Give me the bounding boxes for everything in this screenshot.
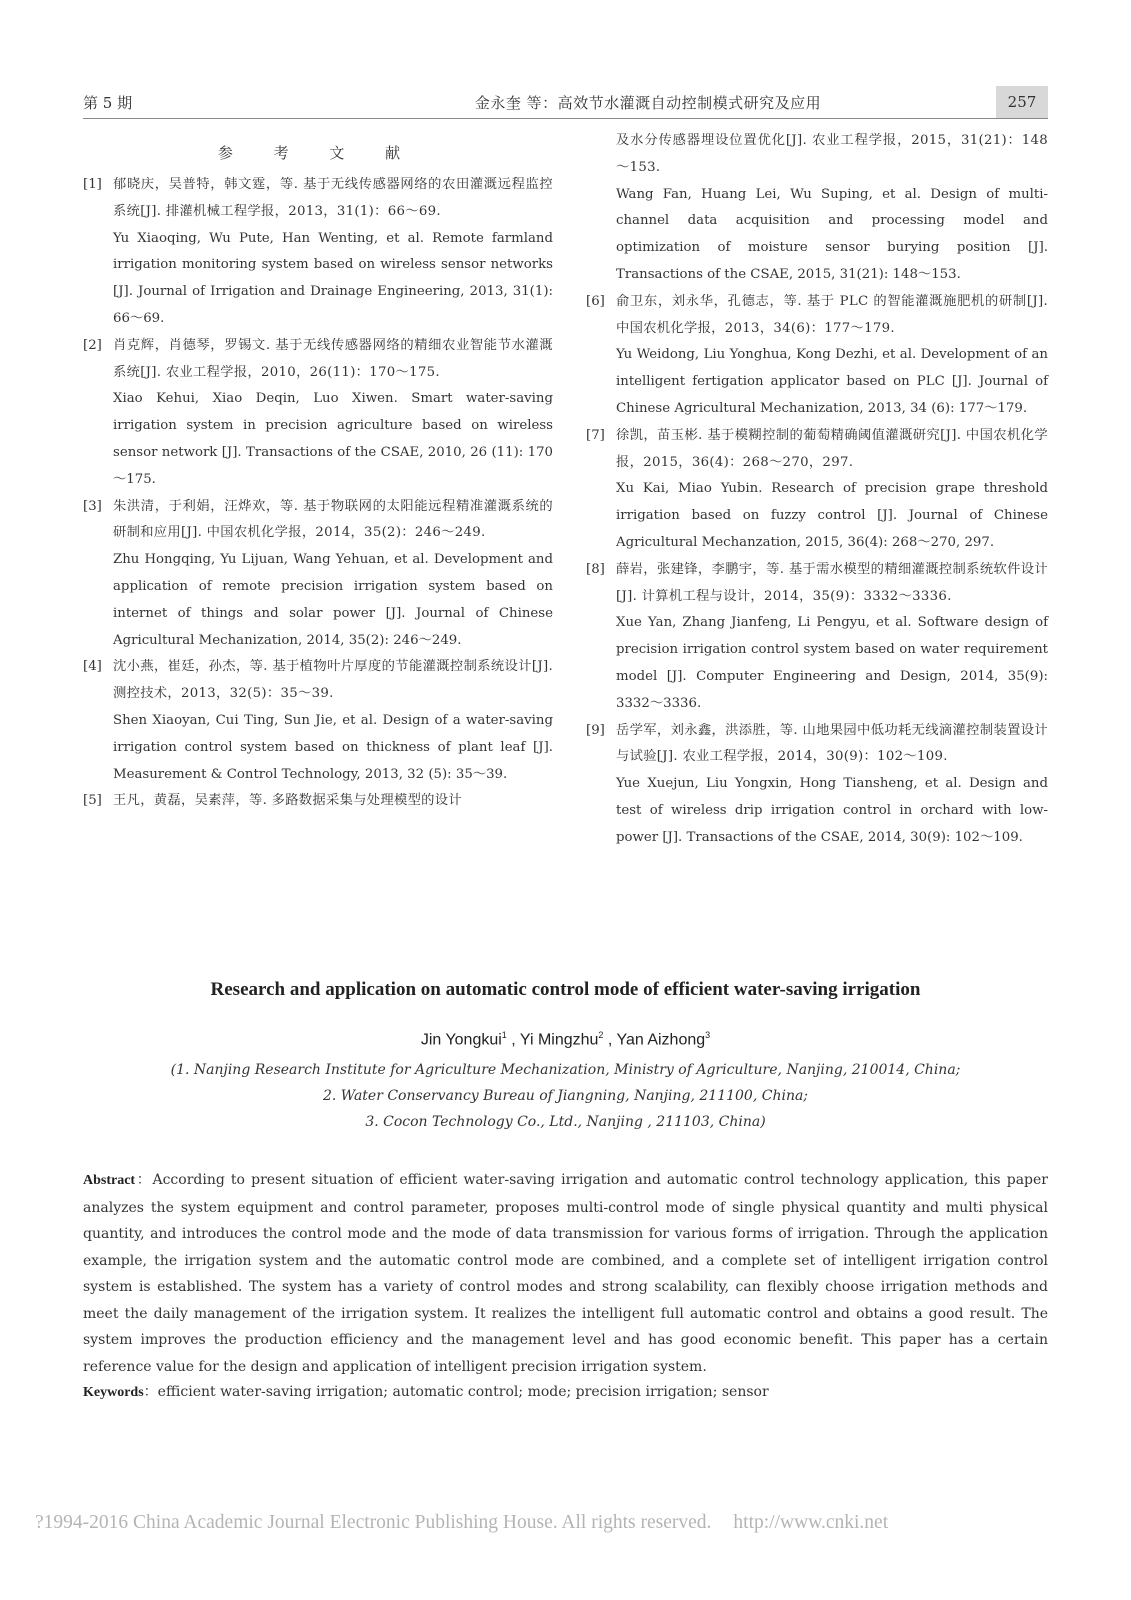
keywords-text: efficient water-saving irrigation; automatic control; mode; precision irrigation; sensor	[157, 1384, 769, 1400]
reference-en: Xue Yan, Zhang Jianfeng, Li Pengyu, et al. Software design of precision irrigation control system based on water requirement model [J]. Computer Engineering and Design, 2014, 35(9): 3332～3336.	[616, 615, 1048, 711]
reference-en: Shen Xiaoyan, Cui Ting, Sun Jie, et al. Design of a water-saving irrigation control system based on thickness of plant leaf [J]. Measurement & Control Technology, 2013, 32 (5): 35～39.	[113, 712, 553, 782]
keywords-line	[83, 1379, 1048, 1407]
running-title: 金永奎 等：高效节水灌溉自动控制模式研究及应用	[474, 94, 822, 112]
publisher-url: http://www.cnki.net	[733, 1512, 889, 1533]
reference-number: [4]	[83, 659, 102, 675]
references-left-column	[83, 128, 553, 815]
reference-zh-part1: 王凡，黄磊，吴素萍，等. 多路数据采集与处理模型的设计	[113, 793, 462, 809]
reference-item	[586, 289, 1048, 423]
reference-item	[83, 494, 553, 655]
reference-item-continued	[586, 128, 1048, 289]
reference-item	[83, 654, 553, 788]
references-right-column	[586, 128, 1048, 852]
reference-zh: 肖克辉，肖德琴，罗锡文. 基于无线传感器网络的精细农业智能节水灌溉系统[J]. 农业工程学报，2010，26(11)：170～175.	[113, 337, 553, 380]
author-name: Jin Yongkui	[420, 1031, 502, 1049]
references-heading: 参 考 文 献	[217, 144, 419, 162]
reference-en: Wang Fan, Huang Lei, Wu Suping, et al. Design of multi-channel data acquisition and processing model and optimization of moisture sensor burying position [J]. Transactions of the CSAE, 2015, 31(21): 148～153.	[616, 186, 1048, 282]
reference-item	[83, 333, 553, 494]
abstract-paragraph	[83, 1167, 1048, 1380]
reference-zh: 徐凯，苗玉彬. 基于模糊控制的葡萄精确阈值灌溉研究[J]. 中国农机化学报，2015，36(4)：268～270，297.	[616, 427, 1048, 470]
copyright-notice: ?1994-2016 China Academic Journal Electronic Publishing House. All rights reserved.	[35, 1512, 712, 1533]
reference-zh: 薛岩，张建锋，李鹏宇，等. 基于需水模型的精细灌溉控制系统软件设计[J]. 计算机工程与设计，2014，35(9)：3332～3336.	[616, 561, 1048, 604]
reference-en: Xiao Kehui, Xiao Deqin, Luo Xiwen. Smart water-saving irrigation system in precision agriculture based on wireless sensor network [J]. Transactions of the CSAE, 2010, 26 (11): 170～175.	[113, 391, 553, 487]
reference-en: Zhu Hongqing, Yu Lijuan, Wang Yehuan, et al. Development and application of remote precision irrigation system based on internet of things and solar power [J]. Journal of Chinese Agricultural Mechanization, 2014, 35(2): 246～249.	[113, 552, 553, 648]
reference-number: [8]	[586, 561, 605, 577]
author-list	[0, 1030, 1131, 1049]
page-number: 257	[996, 86, 1048, 118]
reference-en: Yu Xiaoqing, Wu Pute, Han Wenting, et al. Remote farmland irrigation monitoring system based on wireless sensor networks [J]. Journal of Irrigation and Drainage Engineering, 2013, 31(1): 66～69.	[113, 230, 553, 326]
footer-watermark	[35, 1512, 1095, 1534]
reference-item	[83, 172, 553, 333]
reference-number: [1]	[83, 177, 102, 192]
affiliation-line: (1. Nanjing Research Institute for Agriculture Mechanization, Ministry of Agriculture, Nanjing, 210014, China;	[170, 1062, 961, 1078]
reference-zh: 沈小燕，崔廷，孙杰，等. 基于植物叶片厚度的节能灌溉控制系统设计[J]. 测控技术，2013，32(5)：35～39.	[113, 659, 553, 702]
reference-number: [5]	[83, 793, 102, 809]
reference-zh-part2: 及水分传感器埋设位置优化[J]. 农业工程学报，2015，31(21)：148～153.	[616, 133, 1048, 175]
author-name: Yi Mingzhu	[519, 1031, 599, 1049]
author-separator: ,	[506, 1031, 520, 1049]
reference-en: Yue Xuejun, Liu Yongxin, Hong Tiansheng, et al. Design and test of wireless drip irrigation control in orchard with low-power [J]. Transactions of the CSAE, 2014, 30(9): 102～109.	[616, 776, 1048, 845]
abstract-colon: ：	[135, 1172, 153, 1188]
reference-item	[83, 788, 553, 815]
reference-zh: 岳学军，刘永鑫，洪添胜，等. 山地果园中低功耗无线滴灌控制装置设计与试验[J]. 农业工程学报，2014，30(9)：102～109.	[616, 722, 1048, 765]
running-header	[83, 86, 1048, 119]
english-title: Research and application on automatic control mode of efficient water-saving irrigation	[210, 979, 921, 1000]
issue-label: 第 5 期	[83, 94, 133, 112]
reference-number: [9]	[586, 722, 605, 738]
reference-number: [6]	[586, 293, 605, 309]
reference-number: [3]	[83, 498, 102, 514]
author-affiliation-mark: 2	[598, 1030, 604, 1040]
abstract-text: According to present situation of efficient water-saving irrigation and automatic control technology application, this paper analyzes the system equipment and control parameter, proposes multi-control mode of single physical quantity and multi physical quantity, and introduces the control mode and the mode of data transmission for various forms of irrigation. Through the application example, the irrigation system and the automatic control mode are combined, and a complete set of intelligent irrigation control system is established. The system has a variety of control modes and strong scalability, can flexibly choose irrigation methods and meet the daily management of the irrigation system. It realizes the intelligent full automatic control and obtains a good result. The system improves the production efficiency and the management level and has good economic benefit. This paper has a certain reference value for the design and application of intelligent precision irrigation system.	[83, 1172, 1048, 1375]
reference-zh: 朱洪清，于利娟，汪烨欢，等. 基于物联网的太阳能远程精准灌溉系统的研制和应用[J]. 中国农机化学报，2014，35(2)：246～249.	[113, 498, 553, 541]
keywords-colon: ：	[143, 1384, 158, 1400]
reference-zh: 郁晓庆，吴普特，韩文霆，等. 基于无线传感器网络的农田灌溉远程监控系统[J]. 排灌机械工程学报，2013，31(1)：66～69.	[113, 177, 553, 219]
author-affiliation-mark: 1	[501, 1030, 507, 1040]
author-name: Yan Aizhong	[616, 1031, 706, 1049]
abstract-label: Abstract	[83, 1173, 136, 1188]
reference-item	[586, 423, 1048, 557]
reference-en: Yu Weidong, Liu Yonghua, Kong Dezhi, et al. Development of an intelligent fertigation applicator based on PLC [J]. Journal of Chinese Agricultural Mechanization, 2013, 34 (6): 177～179.	[616, 347, 1048, 416]
reference-number: [2]	[83, 337, 102, 353]
affiliation-line: 2. Water Conservancy Bureau of Jiangning, Nanjing, 211100, China;	[322, 1088, 809, 1104]
affiliation-line: 3. Cocon Technology Co., Ltd., Nanjing , 211103, China)	[365, 1114, 766, 1130]
reference-number: [7]	[586, 427, 605, 443]
reference-zh: 俞卫东，刘永华，孔德志，等. 基于 PLC 的智能灌溉施肥机的研制[J]. 中国农机化学报，2013，34(6)：177～179.	[616, 293, 1048, 336]
reference-en: Xu Kai, Miao Yubin. Research of precision grape threshold irrigation based on fuzzy control [J]. Journal of Chinese Agricultural Mechanzation, 2015, 36(4): 268～270, 297.	[616, 481, 1048, 550]
reference-item	[586, 557, 1048, 718]
author-affiliation-mark: 3	[705, 1030, 711, 1040]
author-separator: ,	[603, 1031, 617, 1049]
reference-item	[586, 718, 1048, 852]
keywords-label: Keywords	[83, 1385, 144, 1400]
